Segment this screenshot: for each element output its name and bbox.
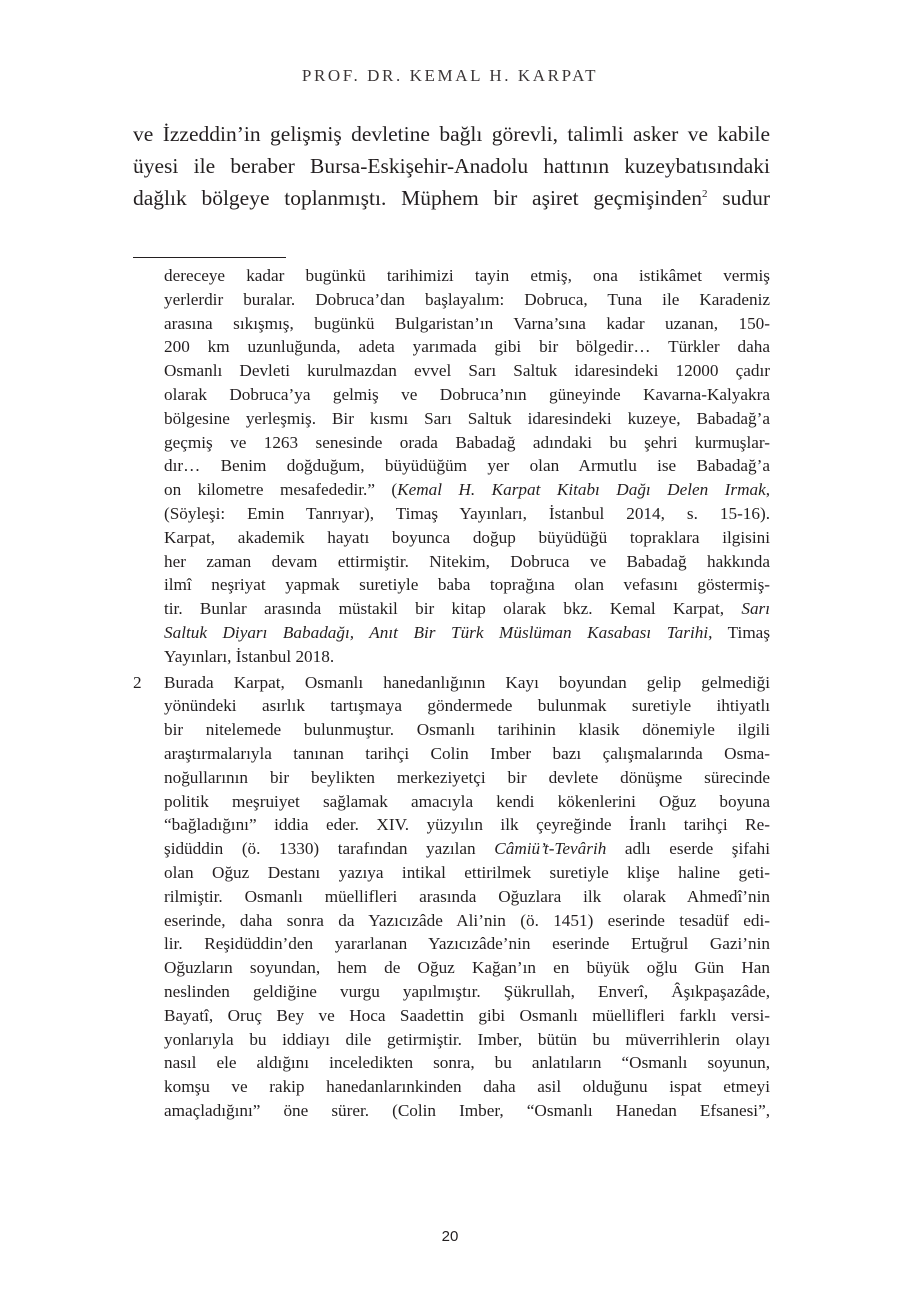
footnote-line: nasıl ele aldığını inceledikten sonra, bu anlatıların “Osmanlı soyunun,: [164, 1053, 770, 1073]
footnote-line: (Söyleşi: Emin Tanrıyar), Timaş Yayınları, İstanbul 2014, s. 15-16).: [164, 503, 770, 523]
footnote-2: [133, 671, 770, 1123]
footnote-line: rilmiştir. Osmanlı müellifleri arasında Oğuzlara ilk olarak Ahmedî’nin: [164, 886, 770, 906]
main-text-line: üyesi ile beraber Bursa-Eskişehir-Anadolu hattının kuzeybatısındaki: [133, 154, 770, 178]
footnote-line: yerlerdir buralar. Dobruca’dan başlayalım: Dobruca, Tuna ile Karadeniz: [164, 289, 770, 309]
footnote-line: Oğuzların soyundan, hem de Oğuz Kağan’ın en büyük oğlu Gün Han: [164, 958, 770, 978]
footnote-reference: 2: [702, 187, 708, 200]
footnote-line: dereceye kadar bugünkü tarihimizi tayin etmiş, ona istikâmet vermiş: [164, 266, 770, 285]
footnote-line: olan Oğuz Destanı yazıya intikal ettirilmek suretiyle klişe haline geti-: [164, 862, 770, 882]
main-text-segment: dağlık bölgeye toplanmıştı. Müphem bir aşiret geçmişinden: [133, 186, 702, 210]
footnote-line: Yayınları, İstanbul 2018.: [164, 646, 335, 666]
footnotes: [133, 264, 770, 1123]
footnote-line: ilmî neşriyat yapmak suretiyle baba toprağına olan vefasını göstermiş-: [164, 575, 770, 595]
running-head: PROF. DR. KEMAL H. KARPAT: [301, 66, 599, 85]
footnote-1-continued: [164, 264, 770, 669]
footnote-2-body: [164, 671, 770, 1123]
footnote-line: dır… Benim doğduğum, büyüdüğüm yer olan Armutlu ise Babadağ’a: [164, 456, 770, 476]
main-text: [133, 118, 770, 214]
footnote-line: arasına sıkışmış, bugünkü Bulgaristan’ın Varna’sına kadar uzanan, 150-: [164, 313, 770, 333]
footnote-line: yonlarıyla bu iddiayı dile getirmiştir. Imber, bütün bu müverrihlerin olayı: [164, 1029, 770, 1049]
footnote-line: 200 km uzunluğunda, adeta yarımada gibi bir bölgedir… Türkler daha: [164, 337, 770, 357]
footnote-number: 2: [133, 672, 142, 692]
footnote-line: Bayatî, Oruç Bey ve Hoca Saadettin gibi Osmanlı müellifleri farklı versi-: [164, 1005, 770, 1025]
footnote-line: politik meşruiyet sağlamak amacıyla kendi kökenlerini Oğuz boyuna: [164, 791, 770, 811]
footnote-line: Burada Karpat, Osmanlı hanedanlığının Kayı boyundan gelip gelmediği: [164, 672, 770, 692]
footnote-line: komşu ve rakip hanedanlarınkinden daha asil olduğunu ispat etmeyi: [164, 1077, 770, 1097]
footnote-segment: on kilometre mesafededir.” (: [164, 480, 398, 500]
footnote-line: [164, 621, 770, 645]
footnote-line: yönündeki asırlık tartışmaya göndermede bulunmak suretiyle ihtiyatlı: [164, 696, 770, 716]
footnote-line: [164, 597, 770, 621]
footnote-line: [164, 837, 770, 861]
main-text-line: ve İzzeddin’in gelişmiş devletine bağlı görevli, talimli asker ve kabile: [133, 122, 770, 146]
footnote-line: noğullarının bir beylikten merkeziyetçi bir devlete dönüşme sürecinde: [164, 767, 770, 787]
book-title: Saltuk Diyarı Babadağı, Anıt Bir Türk Müslüman Kasabası Tarihi: [164, 622, 709, 642]
footnote-segment: ,: [765, 480, 771, 500]
footnote-segment: şidüddin (ö. 1330) tarafından yazılan: [164, 839, 495, 859]
footnote-line: her zaman devam ettirmiştir. Nitekim, Dobruca ve Babadağ hakkında: [164, 551, 770, 571]
footnote-segment: , Timaş: [708, 622, 771, 642]
footnote-line: bir nitelemede bulunmuştur. Osmanlı tarihinin klasik dönemiyle ilgili: [164, 720, 770, 740]
footnote-line: geçmiş ve 1263 senesinde orada Babadağ adındaki bu şehri kurmuşlar-: [164, 432, 770, 452]
page-number: 20: [441, 1228, 459, 1245]
footnote-line: [164, 478, 770, 502]
footnote-line: bölgesine yerleşmiş. Bir kısmı Sarı Saltuk idaresindeki kuzeye, Babadağ’a: [164, 408, 770, 428]
footnote-line: amaçladığını” öne sürer. (Colin Imber, “Osmanlı Hanedan Efsanesi”,: [164, 1100, 770, 1120]
book-title: Kemal H. Karpat Kitabı Dağı Delen Irmak: [397, 480, 766, 500]
footnote-line: Karpat, akademik hayatı boyunca doğup büyüdüğü topraklara ilgisini: [164, 527, 770, 547]
main-text-segment: sudur: [707, 186, 770, 210]
footnote-separator: [133, 257, 286, 258]
footnote-segment: tir. Bunlar arasında müstakil bir kitap olarak bkz. Kemal Karpat,: [164, 599, 742, 619]
footnote-line: araştırmalarıyla tanınan tarihçi Colin Imber bazı çalışmalarında Osma-: [164, 743, 770, 763]
footnote-line: neslinden geldiğine vurgu yapılmıştır. Şükrullah, Enverî, Âşıkpaşazâde,: [164, 981, 770, 1001]
main-text-line: [133, 182, 770, 214]
footnote-line: Osmanlı Devleti kurulmazdan evvel Sarı Saltuk idaresindeki 12000 çadır: [164, 361, 770, 381]
footnote-line: olarak Dobruca’ya gelmiş ve Dobruca’nın güneyinde Kavarna-Kalyakra: [164, 384, 770, 404]
footnote-line: eserinde, daha sonra da Yazıcızâde Ali’nin (ö. 1451) eserinde tesadüf edi-: [164, 910, 770, 930]
footnote-line: “bağladığını” iddia eder. XIV. yüzyılın ilk çeyreğinde İranlı tarihçi Re-: [164, 815, 770, 835]
footnote-line: lir. Reşidüddin’den yararlanan Yazıcızâde’nin eserinde Ertuğrul Gazi’nin: [164, 934, 770, 954]
work-title: Câmiü’t-Tevârih: [494, 839, 607, 859]
footnote-segment: adlı eserde şifahi: [606, 839, 770, 859]
book-title: Sarı: [741, 599, 770, 619]
